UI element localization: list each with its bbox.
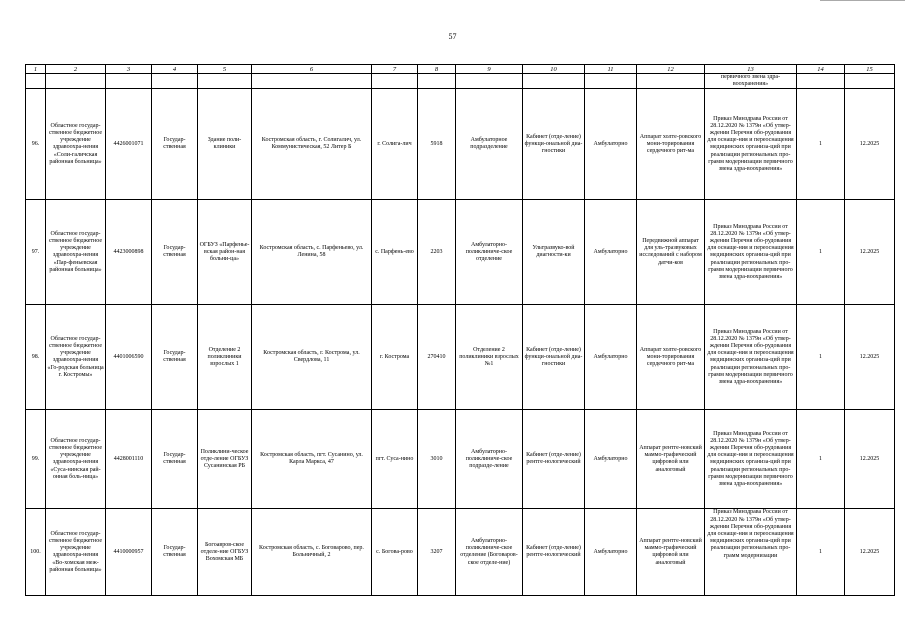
order-cell: первичного звена здра-воохранения» [705,74,797,89]
table-cell [637,74,705,89]
address-cell: Костромская область, с. Парфеньево, ул. Ленина, 58 [252,200,372,305]
row-number-cell: 100. [26,509,46,596]
equipment-cell: Передвижной аппарат для уль-тразвуковых исследований с набором датчи-ков [637,200,705,305]
table-cell [797,74,845,89]
division-cell: Отделение 2 поликлиники взрослых №1 [456,305,523,410]
quantity-cell: 1 [797,509,845,596]
quantity-cell: 1 [797,410,845,509]
table-cell [845,74,895,89]
date-cell: 12.2025 [845,410,895,509]
condition-cell: Амбулаторно [585,509,637,596]
equipment-cell: Аппарат рентге-новский маммо-графический цифровой или аналоговый [637,410,705,509]
cabinet-cell: Кабинет (отде-ление) функци-ональной диа-гностики [523,89,585,200]
quantity-cell: 1 [797,89,845,200]
inn-cell: 4428001110 [106,410,152,509]
order-cell: Приказ Минздрава России от 28.12.2020 № 1379н «Об утвер-ждении Перечня обо-рудования для оснаще-ния и переоснащения медицинских организа-ций при реализации региональных про-грамм модернизации первичного звена здра-воохранения» [705,89,797,200]
division-cell: Амбулаторно-поликлиниче-ское отделение (Боговаров-ское отделе-ние) [456,509,523,596]
page-number: 57 [448,32,457,41]
table-row [26,89,895,200]
header-cell: 12 [637,65,705,74]
header-cell: 7 [372,65,418,74]
header-cell: 13 [705,65,797,74]
equipment-cell: Аппарат рентге-новский маммо-графический цифровой или аналоговый [637,509,705,596]
header-cell: 8 [418,65,456,74]
division-cell: Амбулаторное подразделение [456,89,523,200]
code-cell: 3010 [418,410,456,509]
row-number-cell: 98. [26,305,46,410]
organization-cell: Областное государ-ственное бюджетное учреждение здравоохра-нения «Во-хомская меж-районная больница» [46,509,106,596]
condition-cell: Амбулаторно [585,200,637,305]
equipment-table [25,64,895,596]
settlement-cell: г. Солига-лич [372,89,418,200]
date-cell: 12.2025 [845,305,895,410]
organization-cell: Областное государ-ственное бюджетное учреждение здравоохра-нения «Соли-галичская районная больница» [46,89,106,200]
address-cell: Костромская область, пгт. Сусанино, ул. Карла Маркса, 47 [252,410,372,509]
order-cell: Приказ Минздрава России от 28.12.2020 № 1379н «Об утвер-ждении Перечня обо-рудования для оснаще-ния и переоснащения медицинских организа-ций при реализации региональных про-грамм модернизации [705,509,797,596]
organization-cell: Областное государ-ственное бюджетное учреждение здравоохра-нения «Го-родская больница г. Костромы» [46,305,106,410]
equipment-cell: Аппарат холте-ровского мони-торирования сердечного рит-ма [637,305,705,410]
table-cell [456,74,523,89]
table-cell [372,74,418,89]
header-cell: 4 [152,65,198,74]
organization-cell: Областное государ-ственное бюджетное учреждение здравоохра-нения «Суса-нинская рай-онная боль-ница» [46,410,106,509]
cabinet-cell: Кабинет (отде-ление) функци-ональной диа-гностики [523,305,585,410]
header-cell: 2 [46,65,106,74]
table-row [26,410,895,509]
organization-cell: Областное государ-ственное бюджетное учреждение здравоохра-нения «Пар-феньевская районная больница» [46,200,106,305]
inn-cell: 4401006590 [106,305,152,410]
ownership-cell: Государ-ственная [152,509,198,596]
building-cell: Богоавров-ское отделе-ние ОГБУЗ Вохомская МБ [198,509,252,596]
building-cell: Поликлини-ческое отде-ление ОГБУЗ Сусанинская РБ [198,410,252,509]
header-row [26,65,895,74]
code-cell: 2203 [418,200,456,305]
cabinet-cell: Кабинет (отде-ление) рентге-нологический [523,410,585,509]
building-cell: Отделение 2 поликлиники взрослых 1 [198,305,252,410]
quantity-cell: 1 [797,305,845,410]
header-cell: 9 [456,65,523,74]
ownership-cell: Государ-ственная [152,305,198,410]
condition-cell: Амбулаторно [585,89,637,200]
cabinet-cell: Кабинет (отде-ление) рентге-нологический [523,509,585,596]
settlement-cell: с. Богова-рово [372,509,418,596]
cabinet-cell: Ультразвуко-вой диагности-ки [523,200,585,305]
header-cell: 6 [252,65,372,74]
building-cell: Здание поли-клиники [198,89,252,200]
header-cell: 5 [198,65,252,74]
inn-cell: 4426001071 [106,89,152,200]
equipment-cell: Аппарат холте-ровского мони-торирования сердечного рит-ма [637,89,705,200]
date-cell: 12.2025 [845,509,895,596]
header-cell: 1 [26,65,46,74]
table-cell [26,74,46,89]
code-cell: 3207 [418,509,456,596]
inn-cell: 4423000898 [106,200,152,305]
table-cell [523,74,585,89]
header-cell: 3 [106,65,152,74]
row-number-cell: 96. [26,89,46,200]
address-cell: Костромская область, г. Солигалич, ул. Коммунистическая, 52 Литер Б [252,89,372,200]
address-cell: Костромская область, с. Боговарово, пер. Больничный, 2 [252,509,372,596]
condition-cell: Амбулаторно [585,410,637,509]
table-cell [46,74,106,89]
table-cell [252,74,372,89]
quantity-cell: 1 [797,200,845,305]
building-cell: ОГБУЗ «Парфенье-вская район-ная больни-ца» [198,200,252,305]
table-cell [418,74,456,89]
table-cell [585,74,637,89]
division-cell: Амбулаторно-поликлиниче-ское отделение [456,200,523,305]
order-cell: Приказ Минздрава России от 28.12.2020 № 1379н «Об утвер-ждении Перечня обо-рудования для оснаще-ния и переоснащения медицинских организа-ций при реализации региональных про-грамм модернизации первичного звена здра-воохранения» [705,410,797,509]
row-number-cell: 99. [26,410,46,509]
top-edge-line [820,0,905,1]
condition-cell: Амбулаторно [585,305,637,410]
header-cell: 14 [797,65,845,74]
inn-cell: 4410000957 [106,509,152,596]
order-cell: Приказ Минздрава России от 28.12.2020 № 1379н «Об утвер-ждении Перечня обо-рудования для оснаще-ния и переоснащения медицинских организа-ций при реализации региональных про-грамм модернизации первичного звена здра-воохранения» [705,200,797,305]
row-number-cell: 97. [26,200,46,305]
code-cell: 5918 [418,89,456,200]
division-cell: Амбулаторно-поликлиниче-ское подразде-ление [456,410,523,509]
settlement-cell: с. Парфень-ево [372,200,418,305]
header-cell: 11 [585,65,637,74]
table-row [26,305,895,410]
settlement-cell: г. Кострома [372,305,418,410]
table-cell [198,74,252,89]
ownership-cell: Государ-ственная [152,410,198,509]
order-cell: Приказ Минздрава России от 28.12.2020 № 1379н «Об утвер-ждении Перечня обо-рудования для оснаще-ния и переоснащения медицинских организа-ций при реализации региональных про-грамм модернизации первичного звена здра-воохранения» [705,305,797,410]
table-cell [106,74,152,89]
ownership-cell: Государ-ственная [152,200,198,305]
table-row [26,200,895,305]
continuation-row [26,74,895,89]
table-cell [152,74,198,89]
ownership-cell: Государ-ственная [152,89,198,200]
settlement-cell: пгт. Суса-нино [372,410,418,509]
date-cell: 12.2025 [845,200,895,305]
date-cell: 12.2025 [845,89,895,200]
address-cell: Костромская область, г. Кострома, ул. Свердлова, 11 [252,305,372,410]
header-cell: 10 [523,65,585,74]
code-cell: 270410 [418,305,456,410]
header-cell: 15 [845,65,895,74]
table-row [26,509,895,596]
